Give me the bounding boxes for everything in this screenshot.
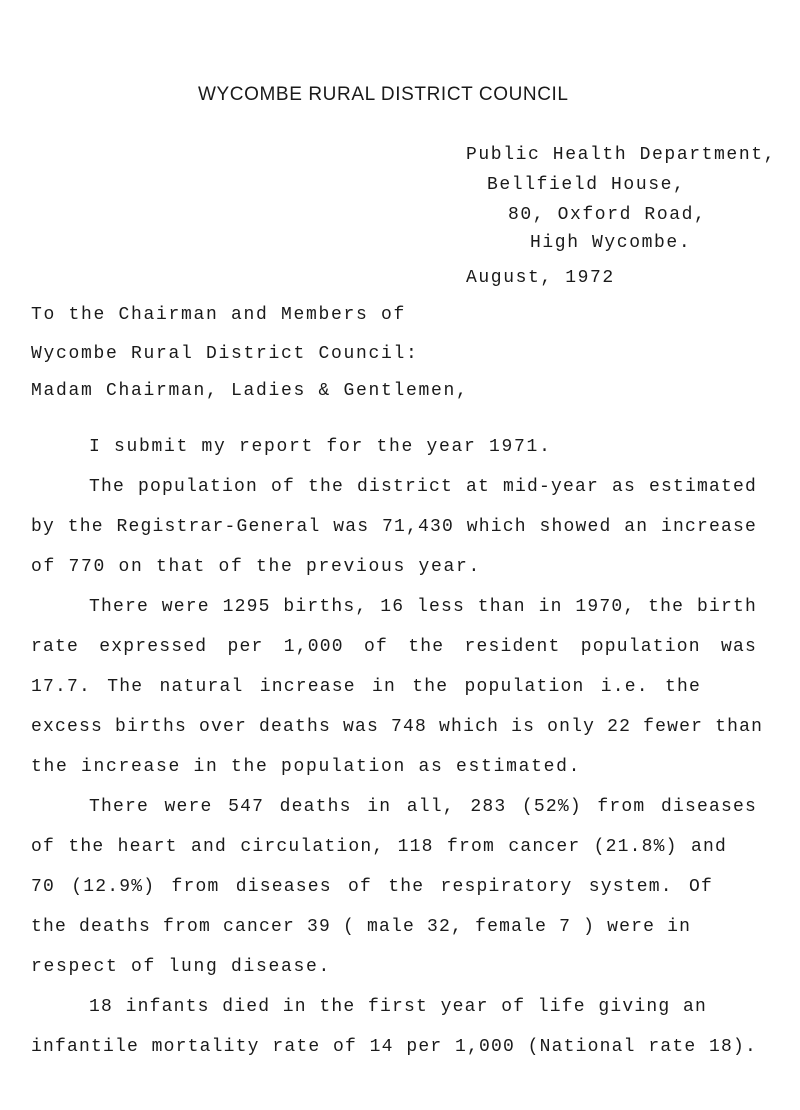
body-line: rate expressed per 1,000 of the resident population was: [31, 637, 757, 657]
body-line: infantile mortality rate of 14 per 1,000 (National rate 18).: [31, 1037, 757, 1057]
body-line: respect of lung disease.: [31, 957, 332, 977]
address-department: Public Health Department,: [466, 145, 777, 165]
body-line: excess births over deaths was 748 which is only 22 fewer than: [31, 717, 764, 737]
salutation-line-3: Madam Chairman, Ladies & Gentlemen,: [31, 381, 469, 401]
address-town: High Wycombe.: [530, 233, 692, 253]
body-line: I submit my report for the year 1971.: [89, 437, 552, 457]
body-line: by the Registrar-General was 71,430 which showed an increase: [31, 517, 757, 537]
body-line: of 770 on that of the previous year.: [31, 557, 482, 577]
body-line: the increase in the population as estimated.: [31, 757, 582, 777]
body-line: There were 547 deaths in all, 283 (52%) from diseases: [89, 797, 757, 817]
council-heading: WYCOMBE RURAL DISTRICT COUNCIL: [198, 84, 569, 105]
salutation-line-1: To the Chairman and Members of: [31, 305, 407, 325]
body-line: There were 1295 births, 16 less than in 1970, the birth: [89, 597, 757, 617]
salutation-line-2: Wycombe Rural District Council:: [31, 344, 419, 364]
body-line: 70 (12.9%) from diseases of the respiratory system. Of: [31, 877, 713, 897]
body-line: 18 infants died in the first year of life giving an: [89, 997, 707, 1017]
body-line: of the heart and circulation, 118 from cancer (21.8%) and: [31, 837, 727, 857]
body-line: the deaths from cancer 39 ( male 32, female 7 ) were in: [31, 917, 692, 937]
body-line: The population of the district at mid-year as estimated: [89, 477, 757, 497]
address-street: 80, Oxford Road,: [508, 205, 707, 225]
address-building: Bellfield House,: [487, 175, 686, 195]
report-date: August, 1972: [466, 268, 615, 288]
body-line: 17.7. The natural increase in the population i.e. the: [31, 677, 701, 697]
